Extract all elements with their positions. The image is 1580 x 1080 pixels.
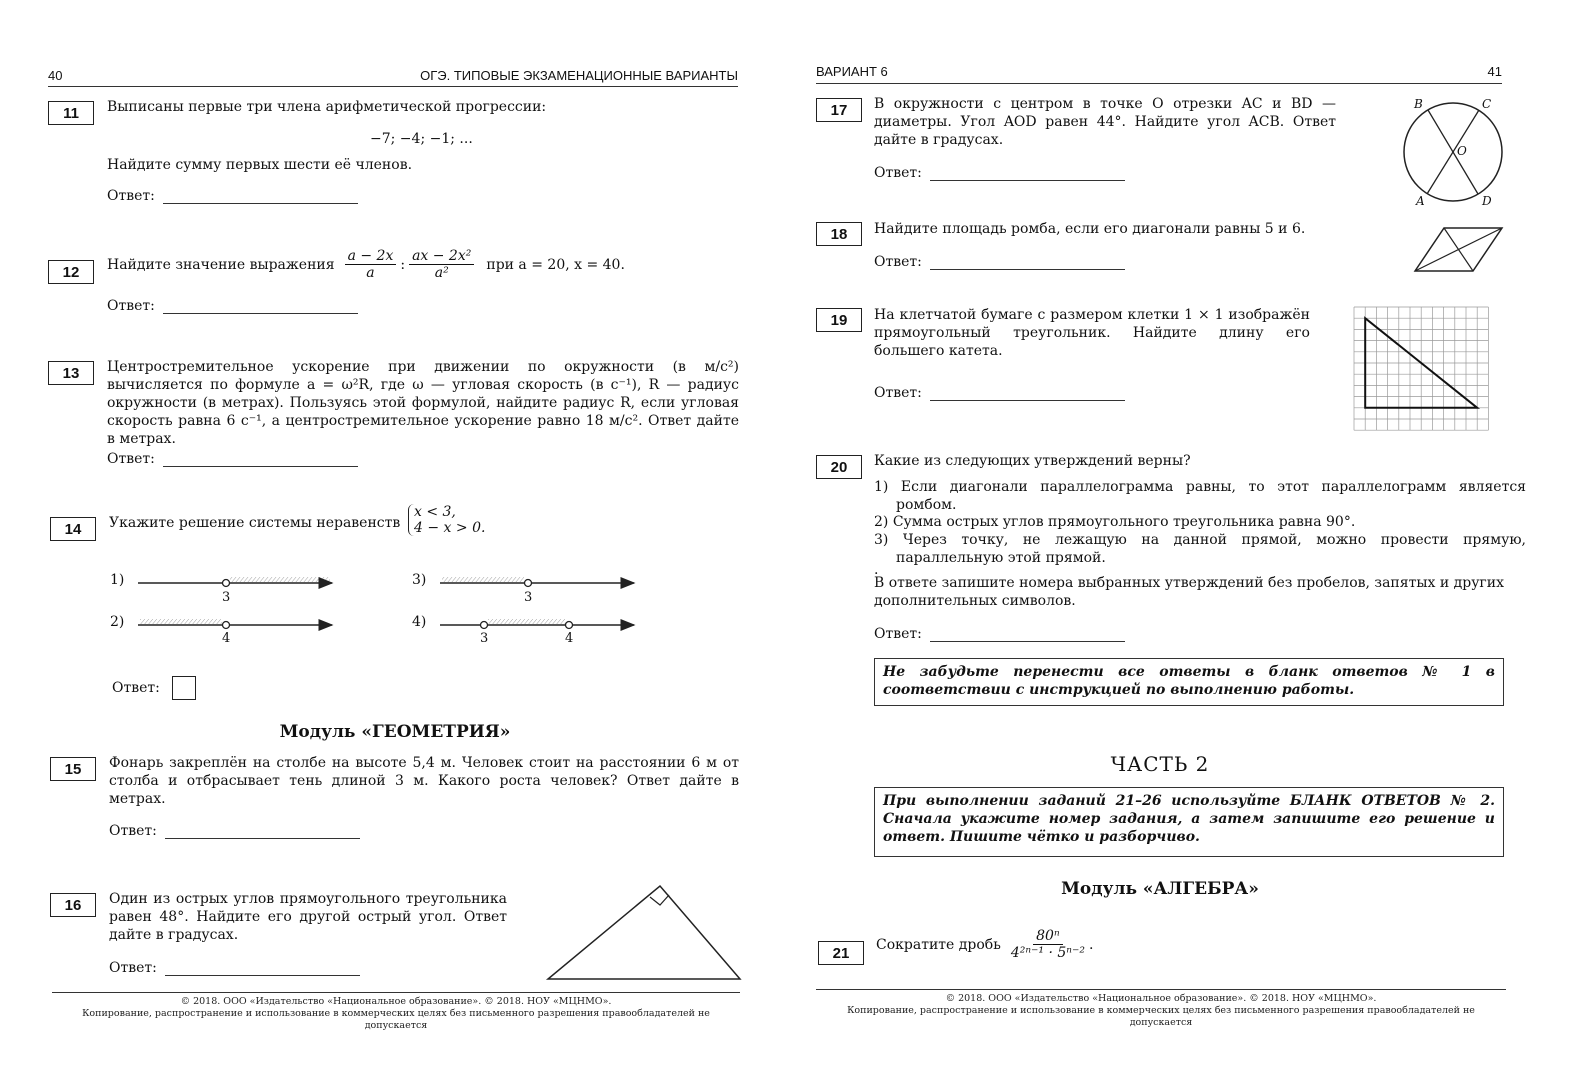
header-title: ОГЭ. ТИПОВЫЕ ЭКЗАМЕНАЦИОННЫЕ ВАРИАНТЫ [420, 68, 738, 83]
task-12-fraction-1: $\frac{a - 2x}{a}$ [345, 248, 397, 281]
task-20-instruction: В ответе запишите номера выбранных утверждений без пробелов, запятых и других дополнительных символов. [874, 575, 1504, 609]
answer-label: Ответ: [874, 626, 922, 642]
answer-label: Ответ: [109, 960, 157, 976]
footer [816, 993, 1506, 1029]
task-11-text: Выписаны первые три члена арифметической прогрессии: [107, 99, 547, 115]
answer-label: Ответ: [874, 165, 922, 181]
answer-label: Ответ: [112, 680, 160, 696]
footer-rule [52, 992, 740, 993]
header-title: ВАРИАНТ 6 [816, 64, 888, 79]
point-C: C [1482, 97, 1492, 111]
point-D: D [1482, 194, 1492, 208]
statement-1: 1) Если диагонали параллелограмма равны, то этот параллелограмм является ромбом. [874, 479, 1526, 513]
task-12-colon: : [400, 256, 406, 273]
system-line-2: 4 − x > 0. [414, 520, 486, 536]
right-page [790, 0, 1580, 1080]
task-17-number: 17 [816, 98, 862, 122]
task-19-number: 19 [816, 308, 862, 332]
option-1-tick: 3 [222, 590, 231, 605]
page-number: 41 [1487, 64, 1502, 79]
module-geometry-title: Модуль «ГЕОМЕТРИЯ» [279, 722, 511, 742]
task-20-text: Какие из следующих утверждений верны? [874, 453, 1191, 469]
task-19-text: На клетчатой бумаге с размером клетки 1 × 1 изображён прямоугольный треугольник. Найдите длину его большего катета. [874, 307, 1310, 359]
footer-notice: Копирование, распространение и использование в коммерческих целях без письменного разрешения правообладателей не допускается [847, 1005, 1475, 1028]
answer-label: Ответ: [109, 823, 157, 839]
task-15-text: Фонарь закреплён на столбе на высоте 5,4 м. Человек стоит на расстоянии 6 м от столба и отбрасывает тень длиной 3 м. Какого роста человек? Ответ дайте в метрах. [109, 755, 739, 807]
task-12-fraction-2: $\frac{\text{ax − 2x²}}{\text{a²}}$ [409, 248, 474, 281]
task-18-text: Найдите площадь ромба, если его диагонали равны 5 и 6. [874, 221, 1306, 237]
task-16-number: 16 [50, 893, 96, 917]
task-20-number: 20 [816, 455, 862, 479]
footer-notice: Копирование, распространение и использование в коммерческих целях без письменного разрешения правообладателей не допускается [82, 1008, 710, 1031]
task-12-lead: Найдите значение выражения [107, 256, 335, 273]
footer-rule [816, 989, 1506, 990]
part-2-note: При выполнении заданий 21–26 используйте БЛАНК ОТВЕТОВ № 2. Сначала укажите номер задания, а затем запишите его решение и ответ. Пишите чётко и разборчиво. [874, 787, 1504, 857]
task-13-number: 13 [48, 361, 94, 385]
reminder-box: Не забудьте перенести все ответы в бланк ответов № 1 в соответствии с инструкцией по выполнению работы. [874, 658, 1504, 706]
task-21-number: 21 [818, 941, 864, 965]
answer-label: Ответ: [874, 385, 922, 401]
option-2-tick: 4 [222, 631, 231, 646]
task-16-text: Один из острых углов прямоугольного треугольника равен 48°. Найдите его другой острый угол. Ответ дайте в градусах. [109, 891, 507, 943]
task-20-answer [874, 626, 1125, 642]
grid-triangle-figure [790, 0, 1580, 440]
option-2-label: 2) [110, 614, 125, 630]
part-2-title: ЧАСТЬ 2 [1110, 752, 1210, 776]
task-12-number: 12 [48, 260, 94, 284]
task-21-dot: . [1088, 936, 1094, 953]
point-B: B [1414, 97, 1423, 111]
right-triangle-figure [0, 0, 790, 1000]
task-17-text: В окружности с центром в точке O отрезки AC и BD — диаметры. Угол AOD равен 44°. Найдите угол ACB. Ответ дайте в градусах. [874, 96, 1336, 148]
option-3-tick: 3 [524, 590, 533, 605]
option-4-tick-a: 3 [480, 631, 489, 646]
footer [52, 996, 740, 1032]
statement-2: 2) Сумма острых углов прямоугольного треугольника равна 90°. [874, 514, 1356, 530]
option-1-label: 1) [110, 572, 125, 588]
task-15-number: 15 [50, 757, 96, 781]
task-21-text [876, 928, 1093, 961]
option-4-label: 4) [412, 614, 427, 630]
option-3-label: 3) [412, 572, 427, 588]
task-14-number: 14 [50, 517, 96, 541]
task-14-text: Укажите решение системы неравенств [109, 515, 401, 531]
task-21-fraction: $\frac{\text{80ⁿ}}{\text{4²ⁿ⁻¹ · 5ⁿ⁻²}}$ [1010, 928, 1085, 961]
answer-label: Ответ: [107, 298, 155, 314]
point-O: O [1457, 144, 1467, 158]
option-4-tick-b: 4 [565, 631, 574, 646]
task-11-question: Найдите сумму первых шести её членов. [107, 157, 413, 173]
point-A: A [1416, 194, 1425, 208]
task-18-number: 18 [816, 222, 862, 246]
page-number: 40 [48, 68, 63, 83]
system-line-1: x < 3, [414, 504, 456, 520]
statement-dot: . [874, 562, 879, 578]
answer-label: Ответ: [874, 254, 922, 270]
answer-line[interactable] [930, 627, 1125, 642]
task-11-sequence: −7; −4; −1; ... [370, 131, 473, 147]
module-algebra-title: Модуль «АЛГЕБРА» [1061, 879, 1259, 899]
task-21-lead: Сократите дробь [876, 936, 1001, 953]
task-13-text: Центростремительное ускорение при движении по окружности (в м/с²) вычисляется по формуле a = ω²R, где ω — угловая скорость (в с⁻¹), R — радиус окружности (в метрах). Пользуясь этой формулой, найдите радиус R, если угловая скорость равна 6 с⁻¹, а центростремительное ускорение равно 18 м/с². Ответ дайте в метрах. [107, 359, 739, 447]
task-11-number: 11 [48, 101, 94, 125]
answer-label: Ответ: [107, 188, 155, 204]
task-12-tail: при a = 20, x = 40. [486, 256, 625, 273]
answer-label: Ответ: [107, 451, 155, 467]
footer-copyright: © 2018. ООО «Издательство «Национальное образование». © 2018. НОУ «МЦНМО». [180, 996, 612, 1007]
statement-3: 3) Через точку, не лежащую на данной прямой, можно провести прямую, параллельную этой прямой. [874, 532, 1526, 566]
footer-copyright: © 2018. ООО «Издательство «Национальное образование». © 2018. НОУ «МЦНМО». [945, 993, 1377, 1004]
